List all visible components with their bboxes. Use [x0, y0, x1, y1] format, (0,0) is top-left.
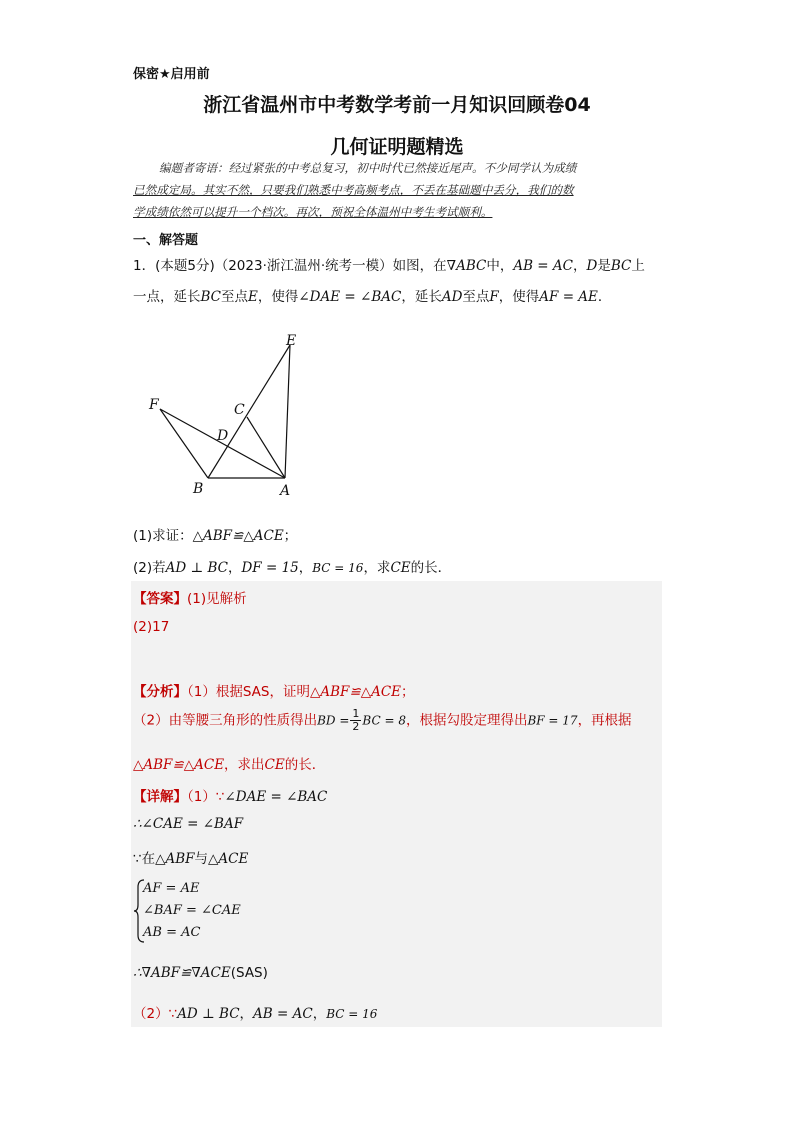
analysis-math: BC = 8 — [362, 713, 406, 728]
detail-text: ∵在 — [133, 851, 156, 867]
q-math: AB = AC — [513, 258, 573, 274]
geometry-figure — [140, 325, 310, 505]
q-text: ， — [227, 560, 242, 576]
q-text: ，延长 — [401, 289, 442, 305]
q-text: (1)求证： — [133, 528, 193, 544]
detail-row-3 — [133, 847, 248, 867]
detail-text: ， — [239, 1006, 254, 1022]
detail-tag: 【详解】 — [133, 789, 187, 805]
q-text: 至点 — [221, 289, 249, 305]
analysis-row-1 — [133, 680, 415, 700]
answer-part-1: (1)见解析 — [187, 591, 247, 607]
q-math: △ABF≌△ACE — [192, 528, 284, 544]
analysis-math: BD = — [317, 713, 350, 728]
analysis-tag: 【分析】 — [133, 684, 187, 700]
q-text: 中， — [486, 258, 514, 274]
detail-row-4 — [133, 965, 268, 981]
fraction-half — [350, 708, 361, 733]
q-math: F — [489, 289, 499, 305]
detail-math: AD ⊥ BC — [177, 1006, 240, 1022]
label-A: A — [280, 483, 291, 499]
detail-text: (SAS) — [230, 965, 268, 981]
analysis-math: CE — [264, 757, 285, 773]
page-subtitle: 几何证明题精选 — [330, 136, 464, 158]
q-text: ， — [573, 258, 587, 274]
detail-text: （2）∵ — [133, 1006, 178, 1022]
analysis-text: （2）由等腰三角形的性质得出 — [133, 712, 318, 729]
q-math: AD ⊥ BC — [165, 560, 228, 576]
answer-tag: 【答案】 — [133, 591, 187, 607]
fraction-denominator: 2 — [352, 720, 360, 733]
editor-note-line-1: 编题者寄语：经过紧张的中考总复习，初中时代已然接近尾声。不少同学认为成绩 — [159, 161, 577, 175]
analysis-text: ； — [401, 684, 415, 700]
answer-row-1 — [133, 587, 247, 607]
analysis-text: ，求出 — [224, 757, 265, 773]
question-line-2 — [133, 285, 673, 305]
detail-text: 与 — [194, 851, 209, 867]
label-E: E — [286, 333, 297, 349]
detail-math: △ACE — [208, 851, 249, 867]
analysis-row-3 — [133, 753, 325, 773]
answer-part-2: (2)17 — [133, 619, 170, 635]
analysis-math: BF = 17 — [527, 713, 578, 728]
q-math: BC — [610, 258, 632, 274]
label-D: D — [217, 428, 229, 444]
label-B: B — [193, 481, 204, 497]
q-text: 1．(本题5分)（2023·浙江温州·统考一模）如图，在 — [133, 258, 447, 274]
detail-row-2: ∴∠CAE = ∠BAF — [133, 816, 244, 832]
q-text: ， — [298, 560, 313, 576]
q-math: D — [586, 258, 598, 274]
q-math: CE — [390, 560, 411, 576]
q-text: ，使得 — [257, 289, 299, 305]
system-line-3: AB = AC — [143, 925, 201, 940]
q-math: AD — [441, 289, 463, 305]
question-line-1 — [133, 254, 673, 274]
detail-math: ∠DAE = ∠BAC — [224, 789, 328, 805]
q-text: 上 — [631, 258, 645, 274]
sub-question-1 — [133, 524, 297, 544]
q-math: DF = 15 — [241, 560, 299, 576]
segment-FB — [160, 409, 208, 478]
segment-CA — [247, 417, 285, 478]
analysis-math: △ABF≌△ACE — [133, 757, 225, 773]
q-text: ，使得 — [498, 289, 540, 305]
detail-text: ， — [312, 1006, 327, 1022]
analysis-text: ，再根据 — [577, 712, 632, 729]
q-text: 一点，延长 — [133, 289, 201, 305]
section-title: 一、解答题 — [133, 233, 199, 248]
analysis-row-2 — [133, 708, 632, 733]
figure-lines — [160, 345, 290, 478]
detail-math: ∴∇ABF≌∇ACE — [133, 965, 231, 981]
label-F: F — [149, 397, 159, 413]
editor-note-line-2: 已然成定局。其实不然，只要我们熟悉中考高频考点，不丢在基础题中丢分，我们的数 — [133, 183, 574, 197]
q-text: ，求 — [363, 560, 391, 576]
q-text: ； — [283, 528, 298, 544]
system-line-2: ∠BAF = ∠CAE — [143, 903, 241, 918]
q-text: ． — [597, 289, 612, 305]
q-math: E — [248, 289, 258, 305]
editor-note-line-3: 学成绩依然可以提升一个档次。再次，预祝全体温州中考生考试顺利。 — [133, 205, 493, 219]
detail-text: （1）∵ — [187, 789, 225, 805]
detail-math: AB = AC — [253, 1006, 313, 1022]
sub-question-2 — [133, 556, 451, 576]
q-text: 至点 — [462, 289, 490, 305]
analysis-text: 的长． — [284, 757, 326, 773]
editor-note — [133, 157, 661, 223]
q-text: 的长． — [410, 560, 452, 576]
q-math: ∇ABC — [446, 258, 487, 274]
q-math: ∠DAE = ∠BAC — [298, 289, 402, 305]
q-math: AF = AE — [539, 289, 598, 305]
detail-row-1 — [133, 785, 327, 805]
q-math: BC — [200, 289, 222, 305]
system-line-1: AF = AE — [143, 881, 200, 896]
analysis-text: ，根据勾股定理得出 — [405, 712, 528, 729]
label-C: C — [234, 402, 245, 418]
detail-row-5 — [133, 1002, 377, 1022]
detail-math: △ABF — [155, 851, 195, 867]
q-math: BC = 16 — [312, 561, 364, 575]
q-text: (2)若 — [133, 560, 166, 576]
analysis-math: △ABF≌△ACE — [309, 684, 402, 700]
q-text: 是 — [597, 258, 611, 274]
detail-math: BC = 16 — [326, 1007, 378, 1021]
page-title: 浙江省温州市中考数学考前一月知识回顾卷04 — [203, 94, 591, 116]
fraction-numerator: 1 — [352, 707, 360, 720]
analysis-text: （1）根据SAS，证明 — [187, 684, 310, 700]
segment-EA — [285, 345, 290, 478]
secret-label: 保密★启用前 — [133, 67, 210, 82]
